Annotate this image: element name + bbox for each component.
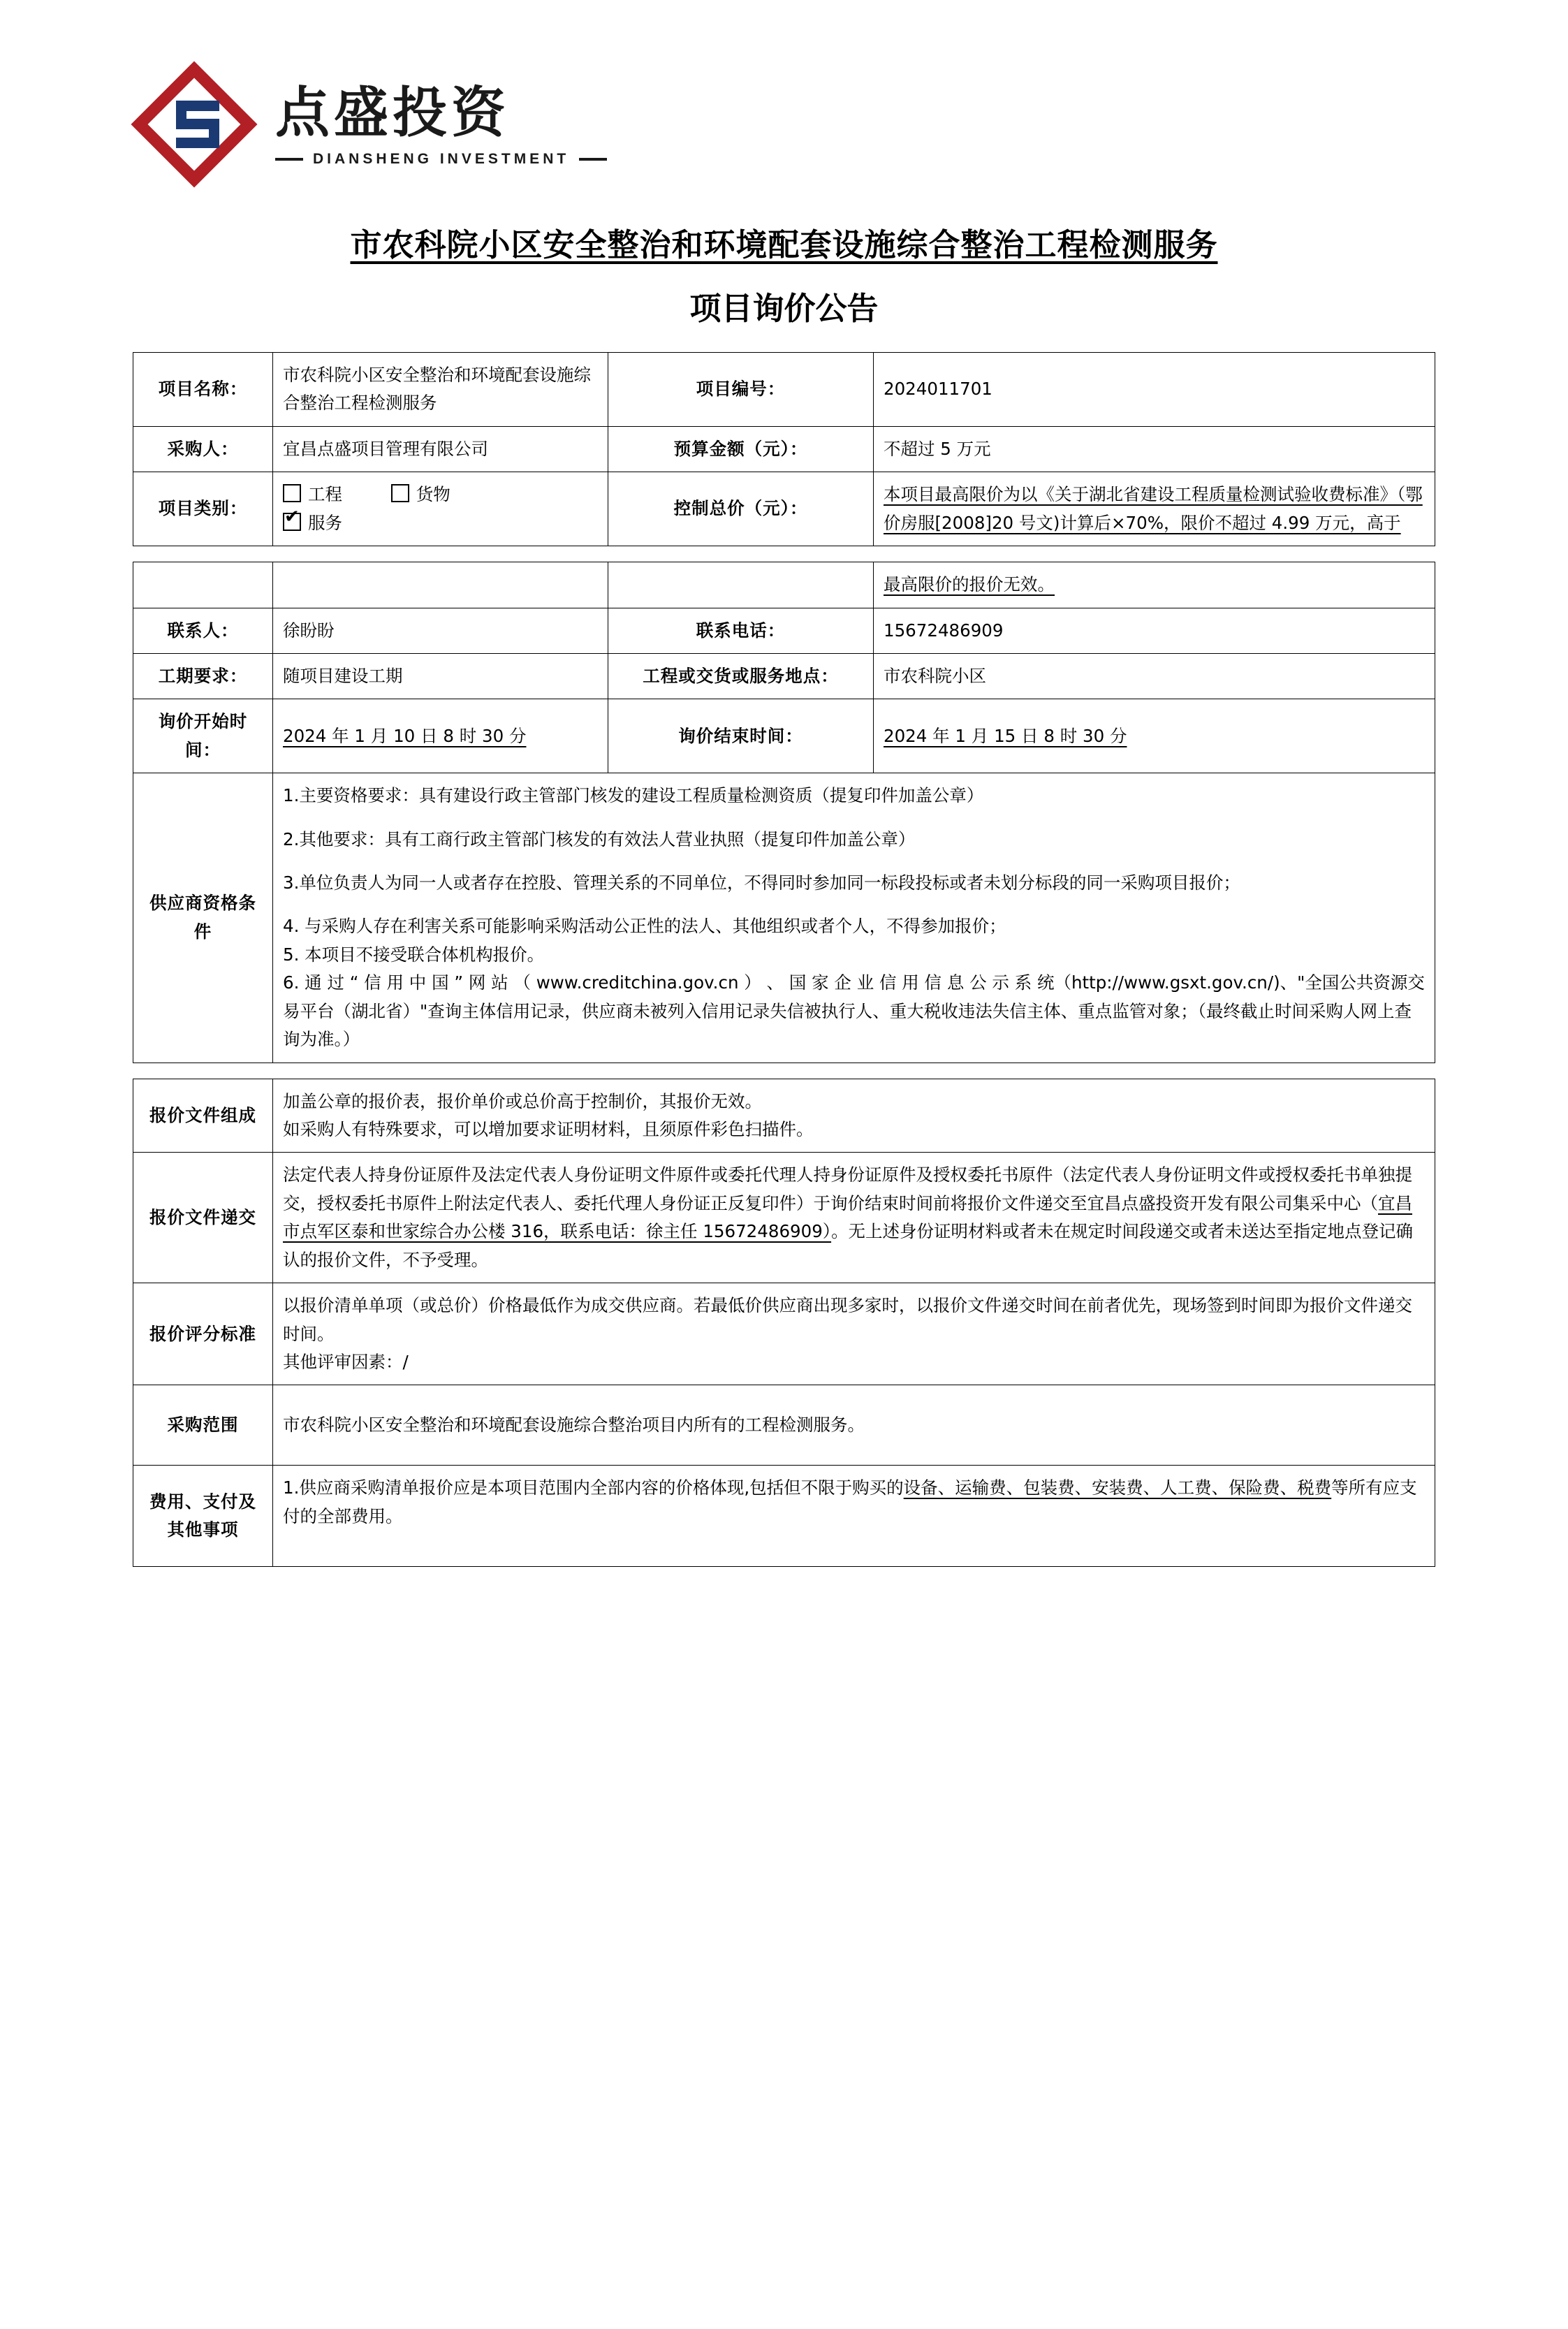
submission-text-2: 。无上述身份证明材料或者未在规定时间段递交或者未送达至指定地点登记确认的报价文件，不予受理。 — [283, 1221, 1414, 1270]
table-row — [133, 653, 1435, 699]
scoring-line-1: 以报价清单单项（或总价）价格最低作为成交供应商。若最低价供应商出现多家时，以报价文件递交时间在前者优先，现场签到时间即为报价文件递交时间。 — [283, 1295, 1412, 1344]
contact-label: 联系人： — [133, 608, 273, 653]
scoring-line-2: 其他评审因素：/ — [283, 1351, 409, 1372]
start-time-value: 2024 年 1 月 10 日 8 时 30 分 — [273, 699, 608, 773]
scope-value: 市农科院小区安全整治和环境配套设施综合整治项目内所有的工程检测服务。 — [273, 1385, 1435, 1466]
submission-text-1: 法定代表人持身份证原件及法定代表人身份证明文件原件或委托代理人持身份证原件及授权委托书原件（法定代表人身份证明文件或授权委托书单独提交，授权委托书原件上附法定代表人、委托代理人身份证正反复印件）于询价结束时间前将报价文件递交至宜昌点盛投资开发有限公司集采中心（ — [283, 1164, 1412, 1213]
table-row — [133, 353, 1435, 427]
qualification-item-6: 6. 通 过 “ 信 用 中 国 ” 网 站 （ www.creditchina.gov.cn ） 、 国 家 企 业 信 用 信 息 公 示 系 统（http://www.gsxt.gov.cn/)、"全国公共资源交易平台（湖北省）"查询主体信用记录，供应商未被列入信用记录失信被执行人、重大税收违法失信主体、重点监管对象；（最终截止时间采购人网上查询为准。） — [283, 972, 1425, 1050]
budget-value: 不超过 5 万元 — [874, 426, 1435, 472]
category-option-service-label: 服务 — [308, 512, 342, 533]
fees-content — [273, 1466, 1435, 1567]
qualification-item-1: 1.主要资格要求：具有建设行政主管部门核发的建设工程质量检测资质（提复印件加盖公章） — [283, 785, 984, 806]
logo-mark-icon — [140, 70, 265, 182]
table-row — [133, 426, 1435, 472]
submission-address-underlined: 宜昌市点军区泰和世家综合办公楼 316，联系电话：徐主任 15672486909） — [283, 1192, 1412, 1242]
phone-label: 联系电话： — [608, 608, 874, 653]
logo-rule-right — [579, 158, 607, 161]
page-subtitle: 项目询价公告 — [689, 290, 879, 327]
page-title-line1: 市农科院小区安全整治和环境配套设施综合整治工程检测服务 — [350, 226, 1218, 263]
contact-value: 徐盼盼 — [273, 608, 608, 653]
submission-label: 报价文件递交 — [133, 1153, 273, 1283]
composition-label: 报价文件组成 — [133, 1079, 273, 1153]
logo-english-name: DIANSHENG INVESTMENT — [313, 150, 570, 167]
budget-label: 预算金额（元）： — [608, 426, 874, 472]
scoring-label: 报价评分标准 — [133, 1283, 273, 1385]
purchaser-label: 采购人： — [133, 426, 273, 472]
empty-cell-3 — [608, 562, 874, 608]
duration-label: 工期要求： — [133, 653, 273, 699]
purchaser-value: 宜昌点盛项目管理有限公司 — [273, 426, 608, 472]
submission-content — [273, 1153, 1435, 1283]
logo-text — [275, 84, 607, 168]
end-time-value: 2024 年 1 月 15 日 8 时 30 分 — [874, 699, 1435, 773]
control-price-continued: 最高限价的报价无效。 — [874, 562, 1435, 608]
fees-text-2: 等所有应支付的全部费用。 — [283, 1477, 1417, 1526]
table-row — [133, 608, 1435, 653]
composition-content — [273, 1079, 1435, 1153]
table-row — [133, 1153, 1435, 1283]
project-no-value: 2024011701 — [874, 353, 1435, 427]
category-option-goods[interactable] — [391, 481, 450, 509]
info-table-basic — [133, 352, 1435, 546]
fees-text-1: 1.供应商采购清单报价应是本项目范围内全部内容的价格体现,包括但不限于购买的 — [283, 1477, 904, 1498]
category-option-engineering-label: 工程 — [308, 484, 342, 505]
qualification-item-3: 3.单位负责人为同一人或者存在控股、管理关系的不同单位，不得同时参加同一标段投标或者未划分标段的同一采购项目报价； — [283, 873, 1240, 893]
composition-line-2: 如采购人有特殊要求，可以增加要求证明材料，且须原件彩色扫描件。 — [283, 1119, 814, 1140]
location-value: 市农科院小区 — [874, 653, 1435, 699]
composition-line-1: 加盖公章的报价表，报价单价或总价高于控制价，其报价无效。 — [283, 1090, 762, 1111]
empty-cell-2 — [273, 562, 608, 608]
location-label: 工程或交货或服务地点： — [608, 653, 874, 699]
control-price-label: 控制总价（元）： — [608, 472, 874, 546]
table-row — [133, 1385, 1435, 1466]
table-row — [133, 562, 1435, 608]
logo-chinese-name: 点盛投资 — [275, 82, 511, 145]
category-option-service[interactable] — [283, 509, 342, 537]
scope-label: 采购范围 — [133, 1385, 273, 1466]
category-option-goods-label: 货物 — [416, 484, 450, 505]
qualification-item-5: 5. 本项目不接受联合体机构报价。 — [283, 944, 545, 965]
end-time-label: 询价结束时间： — [608, 699, 874, 773]
info-table-contact — [133, 562, 1435, 1063]
category-option-engineering[interactable] — [283, 481, 342, 509]
checkbox-engineering[interactable] — [283, 484, 301, 502]
duration-value: 随项目建设工期 — [273, 653, 608, 699]
category-options — [273, 472, 608, 546]
logo-rule-left — [275, 158, 303, 161]
fees-label: 费用、支付及其他事项 — [133, 1466, 273, 1567]
table-row — [133, 1466, 1435, 1567]
qualification-item-4: 4. 与采购人存在利害关系可能影响采购活动公正性的法人、其他组织或者个人，不得参加报价； — [283, 916, 1006, 937]
scoring-content — [273, 1283, 1435, 1385]
qualification-label: 供应商资格条件 — [133, 773, 273, 1063]
company-logo — [140, 56, 1435, 196]
table-row — [133, 1283, 1435, 1385]
checkbox-goods[interactable] — [391, 484, 409, 502]
project-name-value: 市农科院小区安全整治和环境配套设施综合整治工程检测服务 — [273, 353, 608, 427]
project-name-label: 项目名称： — [133, 353, 273, 427]
control-price-value: 本项目最高限价为以《关于湖北省建设工程质量检测试验收费标准》（鄂价房服[2008]20 号文)计算后×70%，限价不超过 4.99 万元，高于 — [874, 472, 1435, 546]
qualification-content — [273, 773, 1435, 1063]
page-title — [133, 219, 1435, 265]
category-label: 项目类别： — [133, 472, 273, 546]
qualification-item-2: 2.其他要求：具有工商行政主管部门核发的有效法人营业执照（提复印件加盖公章） — [283, 828, 916, 849]
table-row — [133, 773, 1435, 1063]
phone-value: 15672486909 — [874, 608, 1435, 653]
start-time-label: 询价开始时间： — [133, 699, 273, 773]
checkbox-service[interactable] — [283, 513, 301, 531]
info-table-requirements — [133, 1079, 1435, 1568]
table-row — [133, 1079, 1435, 1153]
project-no-label: 项目编号： — [608, 353, 874, 427]
empty-cell-1 — [133, 562, 273, 608]
table-row — [133, 472, 1435, 546]
fees-underlined: 设备、运输费、包装费、安装费、人工费、保险费、税费 — [903, 1477, 1332, 1498]
logo-english-row — [275, 151, 607, 168]
table-row — [133, 699, 1435, 773]
